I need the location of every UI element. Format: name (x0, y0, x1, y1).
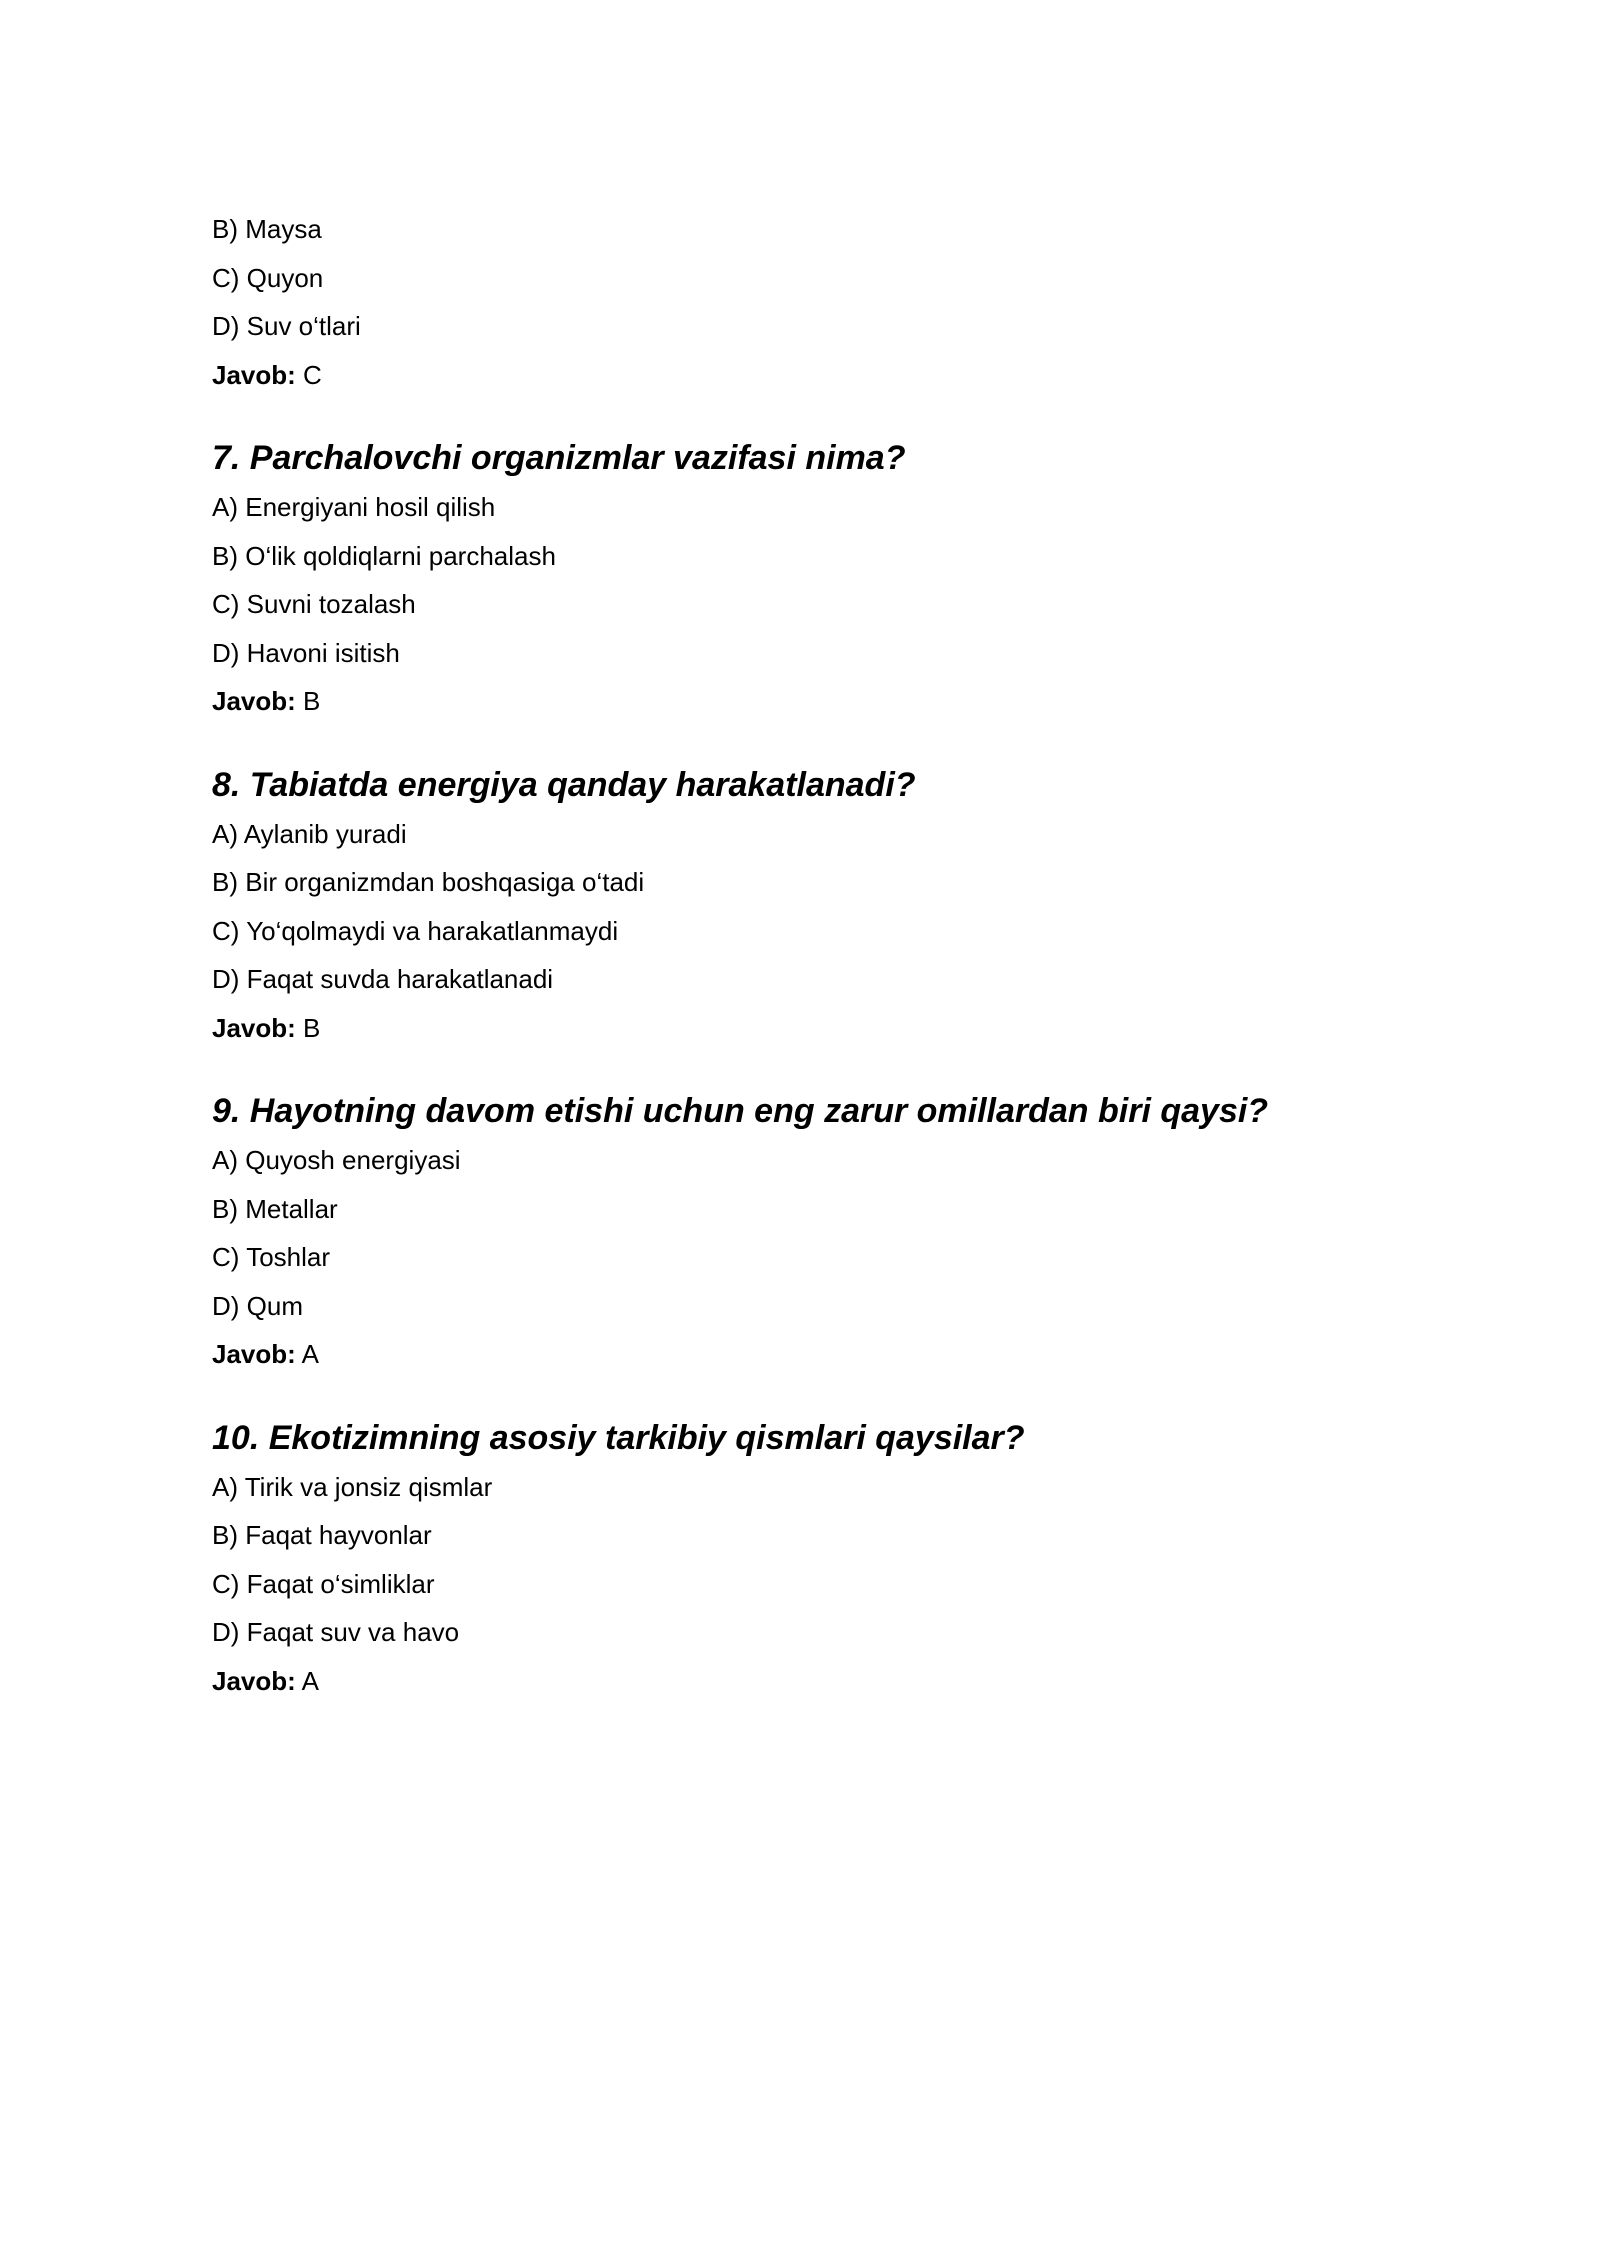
question-8 (212, 760, 1412, 1053)
question-title: 10. Ekotizimning asosiy tarkibiy qismlari qaysilar? (212, 1418, 1025, 1457)
option-6-c: C) Quyon (212, 262, 324, 293)
option-d: D) Faqat suv va havo (212, 1617, 460, 1647)
option-d: D) Havoni isitish (212, 637, 400, 668)
question-title: 9. Hayotning davom etishi uchun eng zarur omillardan biri qaysi? (212, 1092, 1269, 1130)
answer-label: Javob: (212, 1012, 296, 1043)
option-c: C) Faqat o‘simliklar (212, 1568, 435, 1599)
answer-10 (212, 1657, 1412, 1706)
question-9 (212, 1086, 1412, 1379)
answer-label: Javob: (212, 1339, 296, 1369)
option-d: D) Qum (212, 1290, 303, 1321)
question-10 (212, 1413, 1412, 1706)
question-7 (212, 433, 1412, 726)
answer-value: C (303, 359, 322, 390)
answer-6 (212, 351, 1412, 400)
answer-label: Javob: (212, 359, 296, 390)
option-a: A) Tirik va jonsiz qismlar (212, 1471, 493, 1502)
option-a: A) Energiyani hosil qilish (212, 492, 496, 522)
answer-9 (212, 1330, 1412, 1379)
answer-value: B (303, 1012, 321, 1043)
question-title: 7. Parchalovchi organizmlar vazifasi nima? (212, 439, 906, 477)
answer-value: A (301, 1339, 319, 1369)
question-title: 8. Tabiatda energiya qanday harakatlanadi? (212, 765, 916, 804)
answer-value: A (301, 1665, 319, 1696)
option-c: C) Yo‘qolmaydi va harakatlanmaydi (212, 915, 619, 946)
option-a: A) Quyosh energiyasi (212, 1145, 461, 1175)
option-b: B) O‘lik qoldiqlarni parchalash (212, 540, 556, 571)
answer-7 (212, 677, 1412, 726)
document-page (212, 205, 1412, 1705)
answer-8 (212, 1004, 1412, 1053)
answer-value: B (303, 686, 321, 716)
option-d: D) Faqat suvda harakatlanadi (212, 964, 554, 994)
answer-label: Javob: (212, 686, 296, 716)
option-b: B) Bir organizmdan boshqasiga o‘tadi (212, 867, 645, 897)
option-a: A) Aylanib yuradi (212, 818, 407, 849)
option-6-b: B) Maysa (212, 214, 322, 244)
option-c: C) Suvni tozalash (212, 589, 416, 619)
option-b: B) Metallar (212, 1193, 338, 1224)
option-c: C) Toshlar (212, 1242, 331, 1272)
option-b: B) Faqat hayvonlar (212, 1520, 432, 1550)
question-6-continued (212, 205, 1412, 399)
option-6-d: D) Suv o‘tlari (212, 311, 361, 341)
answer-label: Javob: (212, 1665, 296, 1696)
